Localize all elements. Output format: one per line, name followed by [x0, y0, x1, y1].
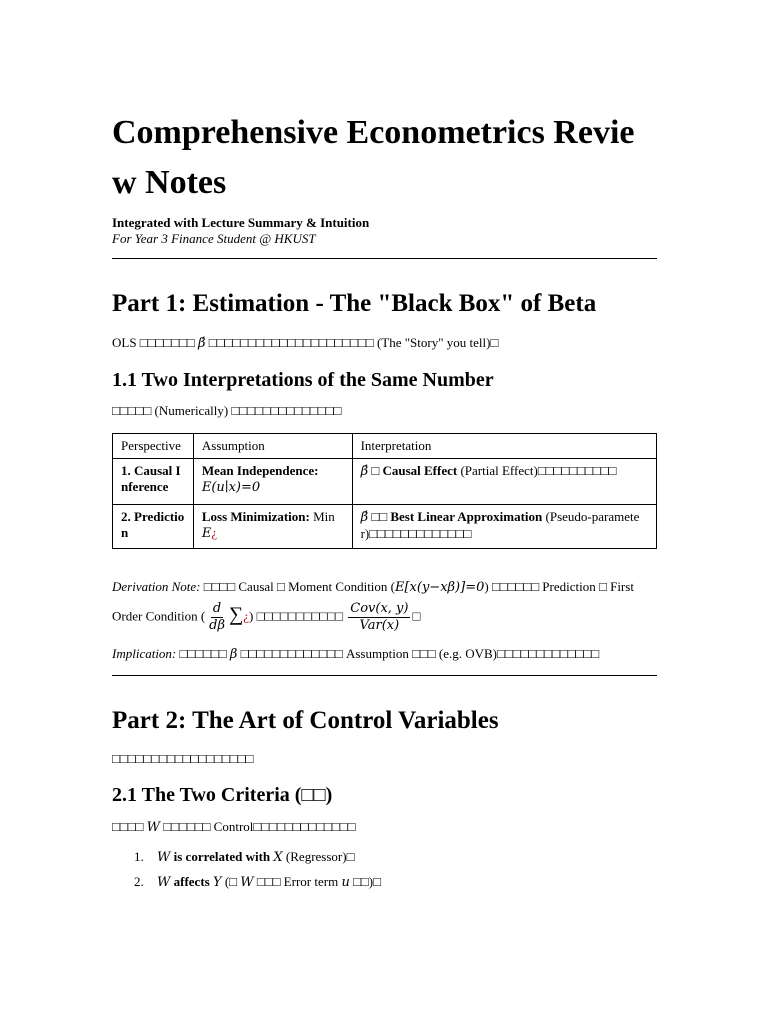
sum-symbol: ∑	[229, 603, 244, 626]
derivation-text: □	[412, 608, 421, 624]
w-symbol: W	[157, 850, 171, 865]
derivative-fraction	[207, 601, 227, 634]
assumption-label: Mean Independence:	[201, 463, 319, 478]
implication-text: □□□□□□□□□□□□□ Assumption □□□ (e.g. OVB)□□□□□□□□□□□□□	[237, 646, 600, 661]
interp-bold: Causal Effect	[382, 463, 458, 478]
assumption-formula: E(u∣x)=0	[201, 480, 261, 495]
interp-text: □	[368, 463, 383, 478]
table-row	[113, 459, 657, 505]
criterion-text: □□□ Error term	[253, 874, 342, 889]
beta-hat-symbol: β́	[360, 510, 369, 525]
table-cell-perspective: 1. Causal Inference	[113, 459, 194, 505]
implication-text: □□□□□□	[176, 646, 230, 661]
derivation-label: Derivation Note:	[112, 579, 201, 594]
table-header-row	[113, 434, 657, 459]
beta-symbol: β	[229, 647, 238, 662]
y-symbol: Y	[212, 875, 222, 890]
assumption-word: Min	[309, 509, 335, 524]
table-cell-perspective: 2. Prediction	[113, 505, 194, 549]
intro-text: □□□□	[112, 819, 147, 834]
beta-hat-symbol: β́	[198, 336, 206, 351]
document-subtitle: Integrated with Lecture Summary & Intuition	[112, 215, 370, 230]
table-header-cell: Assumption	[193, 434, 352, 459]
part1-heading: Part 1: Estimation - The "Black Box" of Beta	[112, 290, 597, 317]
section-1-1-intro: □□□□□ (Numerically) □□□□□□□□□□□□□□	[112, 403, 342, 418]
table-row	[113, 505, 657, 549]
document-audience: For Year 3 Finance Student @ HKUST	[112, 231, 316, 246]
section-2-1-intro	[112, 819, 355, 835]
list-number: 2.	[134, 874, 144, 889]
criterion-bold: is correlated with	[170, 849, 274, 864]
interp-bold: Best Linear Approximation	[390, 509, 543, 524]
table-header-cell: Perspective	[113, 434, 194, 459]
table-cell-interpretation	[352, 505, 656, 549]
fraction-denominator: dβ	[209, 618, 225, 633]
part2-heading: Part 2: The Art of Control Variables	[112, 707, 499, 734]
w-symbol: W	[240, 875, 254, 890]
intro-text: □□□□□□ Control□□□□□□□□□□□□□	[160, 819, 356, 834]
part1-intro	[112, 335, 498, 351]
part1-intro-text-b: □□□□□□□□□□□□□□□□□□□□□ (The "Story" you tell)□	[205, 335, 499, 350]
criterion-bold: affects	[170, 874, 213, 889]
w-symbol: W	[146, 820, 161, 835]
implication-label: Implication:	[112, 646, 177, 661]
list-item	[112, 873, 381, 898]
assumption-label: Loss Minimization:	[201, 509, 310, 524]
table-header-cell: Interpretation	[352, 434, 656, 459]
list-item	[112, 848, 381, 873]
interp-text: □□	[368, 509, 391, 524]
derivation-text: □□□□ Causal □ Moment Condition (	[200, 579, 395, 594]
document-title: Comprehensive Econometrics Review Notes	[112, 114, 635, 201]
criterion-text: (Regressor)□	[282, 849, 355, 864]
table-cell-interpretation	[352, 459, 656, 505]
derivation-text: ) □□□□□□□□□□□	[249, 608, 347, 624]
part2-intro: □□□□□□□□□□□□□□□□□□	[112, 751, 254, 766]
list-number: 1.	[134, 849, 144, 864]
fraction-numerator: d	[212, 601, 222, 616]
section-divider	[112, 675, 657, 676]
section-1-1-heading: 1.1 Two Interpretations of the Same Number	[112, 369, 494, 391]
section-divider	[112, 258, 657, 259]
interp-text: (Pseudo-parameter)□□□□□□□□□□□□□	[360, 509, 640, 541]
u-symbol: u	[341, 875, 350, 890]
assumption-formula: E	[201, 526, 212, 541]
broken-glyph: ¿	[211, 525, 218, 540]
x-symbol: X	[273, 850, 283, 865]
part1-intro-text-a: OLS □□□□□□□	[112, 335, 199, 350]
interpretations-table	[112, 433, 657, 549]
derivation-text: ) □□□□□□ Prediction □ First Order Condition (	[112, 579, 634, 624]
interp-text: (Partial Effect)□□□□□□□□□□	[457, 463, 617, 478]
fraction-denominator: Var(x)	[359, 618, 400, 633]
fraction-numerator: Cov(x, y)	[350, 601, 409, 616]
moment-condition-formula: E[x(y−xβ)]=0	[395, 580, 485, 595]
cov-var-fraction	[348, 601, 410, 634]
criterion-text: □□)□	[349, 874, 381, 889]
criterion-text: (□	[221, 874, 241, 889]
beta-hat-symbol: β́	[360, 464, 369, 479]
criteria-list	[112, 848, 381, 898]
implication-note	[112, 646, 599, 662]
w-symbol: W	[157, 875, 171, 890]
derivation-note	[112, 574, 657, 634]
table-cell-assumption	[193, 459, 352, 505]
broken-glyph: ¿	[243, 608, 250, 624]
section-2-1-heading: 2.1 The Two Criteria (□□)	[112, 784, 333, 806]
table-cell-assumption	[193, 505, 352, 549]
